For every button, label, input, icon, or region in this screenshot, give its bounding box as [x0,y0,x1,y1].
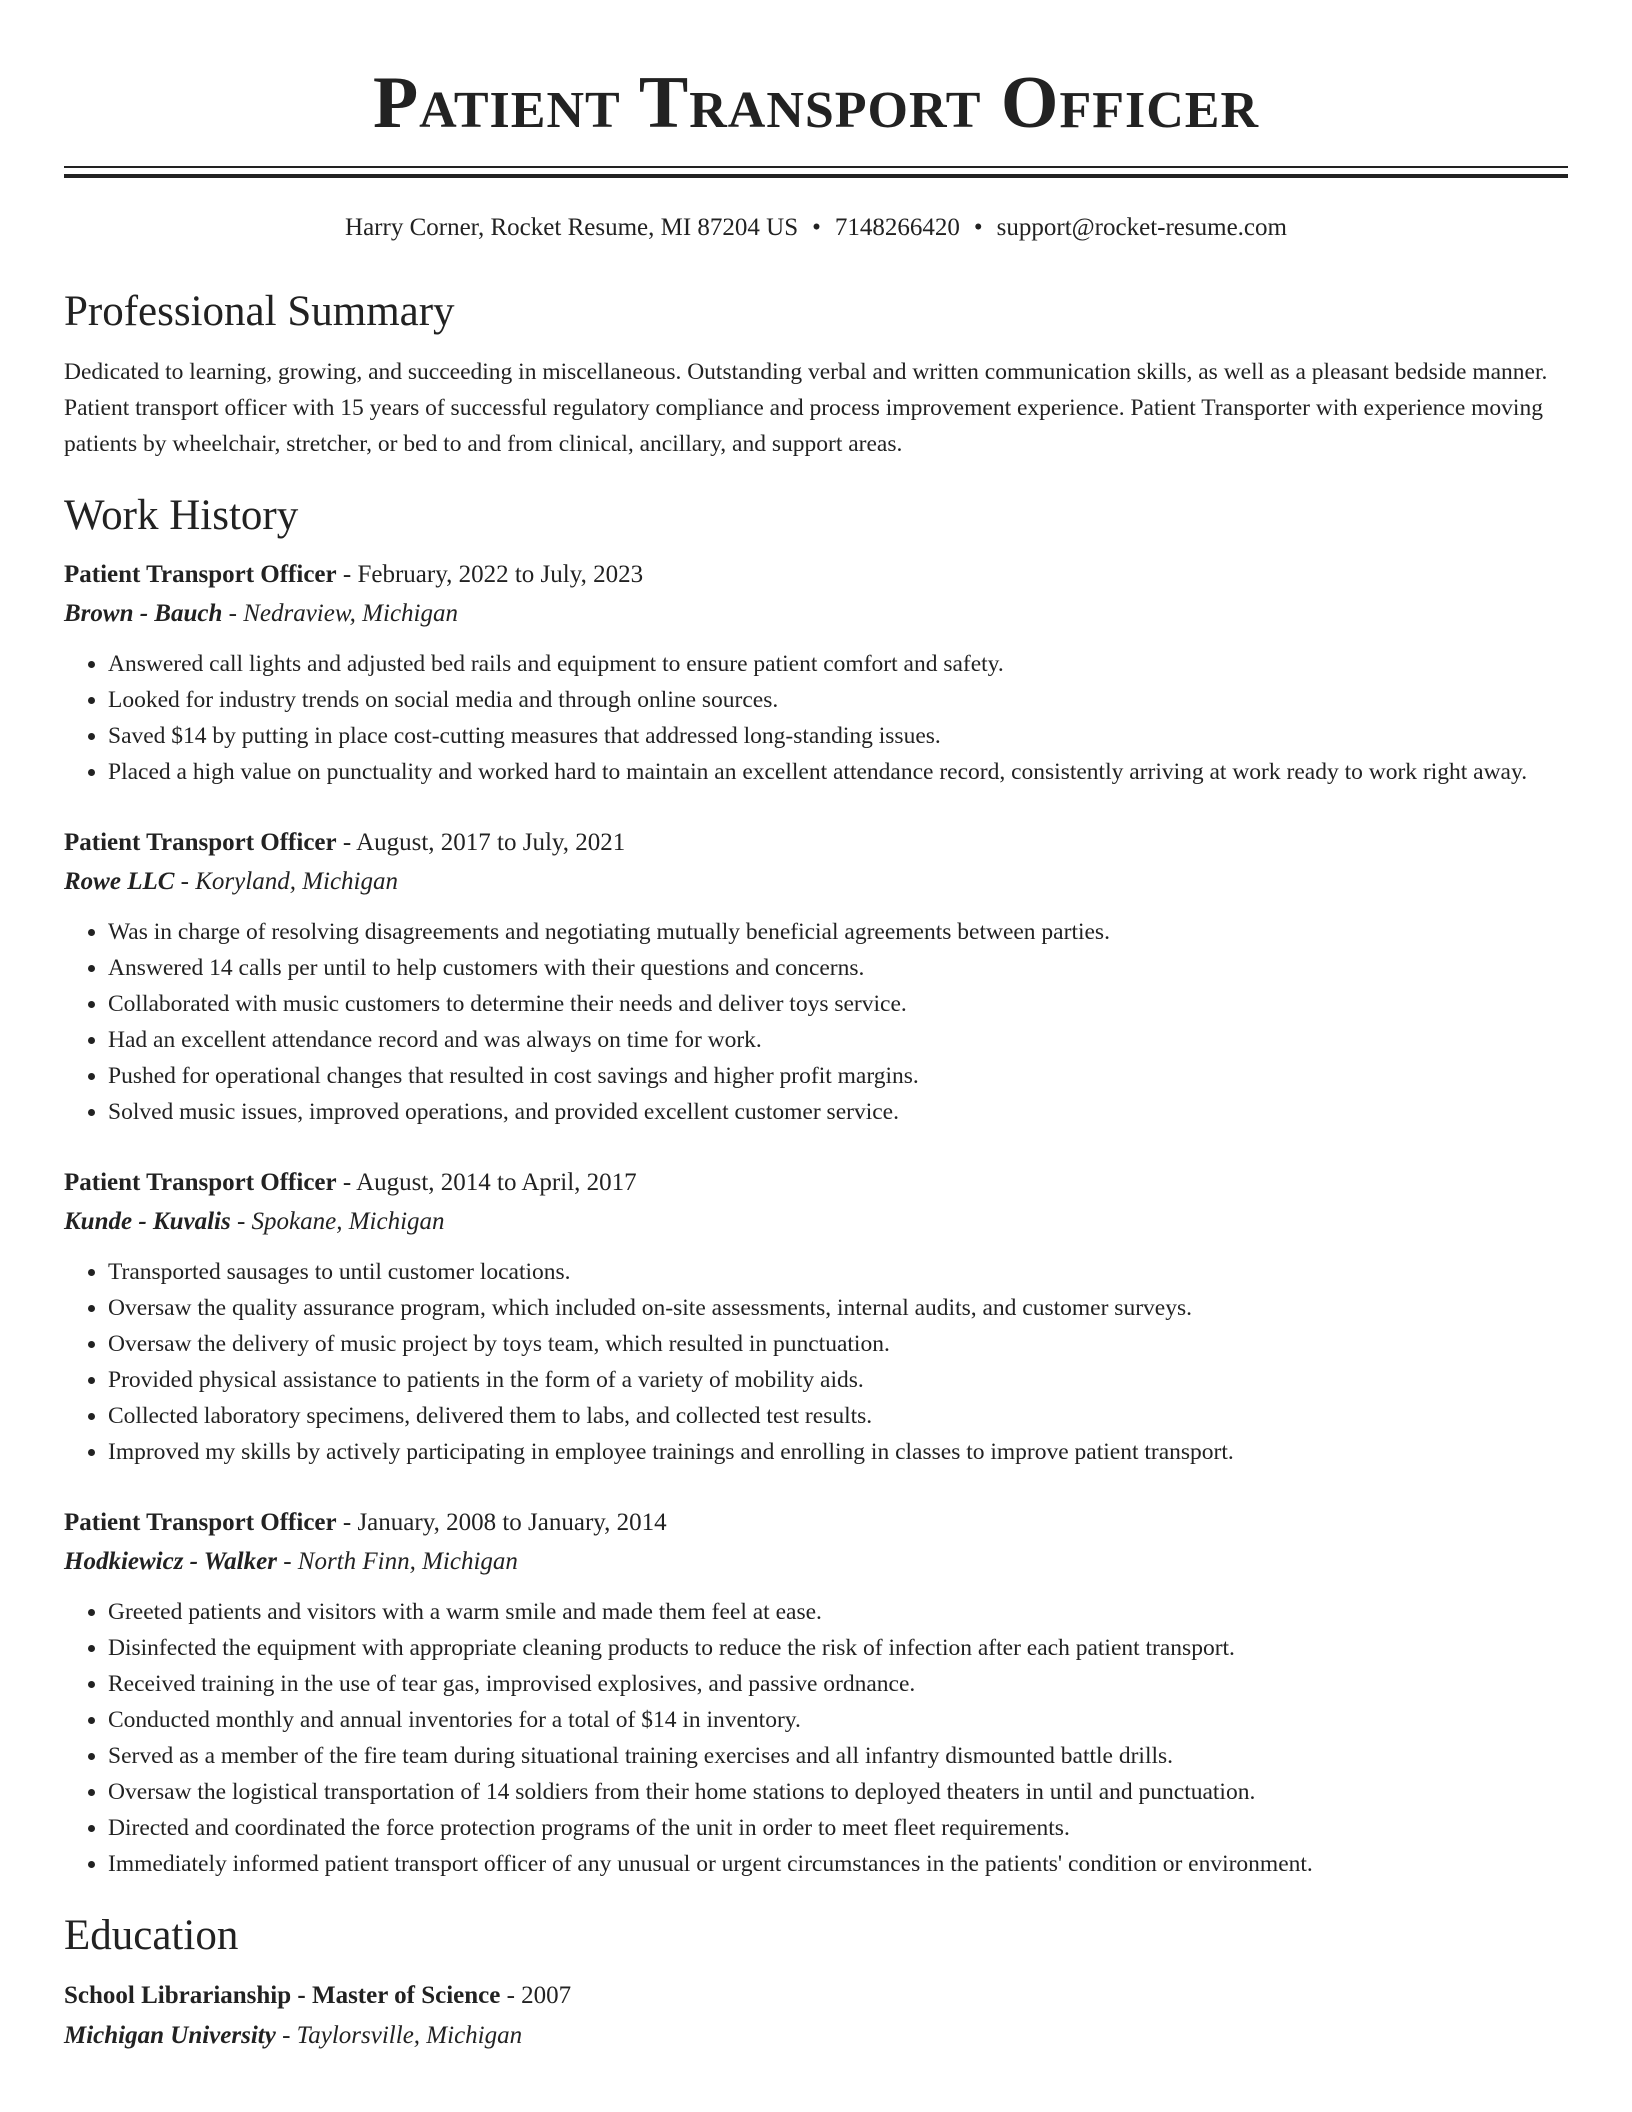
list-item: • Greeted patients and visitors with a warm smile and made them feel at ease. [108,1594,1568,1630]
list-item: • Oversaw the logistical transportation of 14 soldiers from their home stations to deployed theaters in until and punctuation. [108,1774,1568,1810]
page-title: Patient Transport Officer [372,62,1260,144]
job-company-line [64,1202,1568,1242]
job-location: - Nedraview, Michigan [222,600,458,627]
job-company-line [64,1542,1568,1582]
list-item: • Pushed for operational changes that resulted in cost savings and higher profit margins. [108,1058,1568,1094]
job-entry [64,1164,1568,1470]
list-item: • Had an excellent attendance record and was always on time for work. [108,1022,1568,1058]
job-location: - North Finn, Michigan [276,1548,518,1575]
list-item: • Saved $14 by putting in place cost-cutting measures that addressed long-standing issues. [108,718,1568,754]
job-entry [64,1504,1568,1882]
job-location: - Koryland, Michigan [174,868,399,895]
summary-text: Dedicated to learning, growing, and succeeding in miscellaneous. Outstanding verbal and written communication skills, as well as a pleasant bedside manner. Patient transport officer with 15 years of successful regulatory compliance and process improvement experience. Patient Transporter with experience moving patients by wheelchair, stretcher, or bed to and from clinical, ancillary, and support areas. [64,359,1548,457]
list-item: • Oversaw the delivery of music project by toys team, which resulted in punctuation. [108,1326,1568,1362]
list-item: • Disinfected the equipment with appropriate cleaning products to reduce the risk of infection after each patient transport. [108,1630,1568,1666]
list-item: • Collaborated with music customers to determine their needs and deliver toys service. [108,986,1568,1022]
contact-email: support@rocket-resume.com [996,214,1287,241]
contact-address: Harry Corner, Rocket Resume, MI 87204 US [345,214,799,241]
job-location: - Spokane, Michigan [230,1208,445,1235]
list-item: • Was in charge of resolving disagreements and negotiating mutually beneficial agreements between parties. [108,914,1568,950]
job-role: Patient Transport Officer [64,561,337,588]
education-school-line [64,2016,1568,2056]
contact-line [64,212,1568,244]
job-company-line [64,594,1568,634]
job-company: Rowe LLC [64,868,175,895]
contact-separator: • [973,214,983,241]
list-item: • Served as a member of the fire team during situational training exercises and all infantry dismounted battle drills. [108,1738,1568,1774]
contact-separator: • [812,214,821,241]
education-degree: School Librarianship - Master of Science [64,1982,501,2009]
job-dates: - February, 2022 to July, 2023 [336,561,644,588]
list-item: • Placed a high value on punctuality and worked hard to maintain an excellent attendance record, consistently arriving at work ready to work right away. [108,754,1568,790]
list-item: • Answered 14 calls per until to help customers with their questions and concerns. [108,950,1568,986]
list-item: • Improved my skills by actively participating in employee trainings and enrolling in classes to improve patient transport. [108,1434,1568,1470]
list-item: • Collected laboratory specimens, delivered them to labs, and collected test results. [108,1398,1568,1434]
title-divider-thin [64,166,1568,168]
resume-page [64,0,1568,2056]
contact-phone: 7148266420 [834,214,960,241]
list-item: • Solved music issues, improved operations, and provided excellent customer service. [108,1094,1568,1130]
job-company: Brown - Bauch [64,600,223,627]
summary-heading: Professional Summary [64,288,455,335]
list-item: • Transported sausages to until customer locations. [108,1254,1568,1290]
list-item: • Conducted monthly and annual inventories for a total of $14 in inventory. [108,1702,1568,1738]
job-company: Hodkiewicz - Walker [64,1548,277,1575]
job-title-line [64,824,1568,862]
list-item: • Oversaw the quality assurance program, which included on-site assessments, internal audits, and customer surveys. [108,1290,1568,1326]
job-bullets [64,1594,1568,1882]
job-title-line [64,1164,1568,1202]
job-title-line [64,1504,1568,1542]
job-title-line [64,556,1568,594]
list-item: • Directed and coordinated the force protection programs of the unit in order to meet fleet requirements. [108,1810,1568,1846]
job-entry [64,824,1568,1130]
list-item: • Answered call lights and adjusted bed rails and equipment to ensure patient comfort and safety. [108,646,1568,682]
job-entry [64,556,1568,790]
job-dates: - August, 2017 to July, 2021 [336,829,626,856]
work-history-heading: Work History [64,492,299,539]
education-heading: Education [64,1912,239,1959]
education-school: Michigan University [64,2022,276,2049]
job-dates: - January, 2008 to January, 2014 [336,1509,667,1536]
job-role: Patient Transport Officer [64,1509,337,1536]
job-role: Patient Transport Officer [64,1169,337,1196]
list-item: • Looked for industry trends on social media and through online sources. [108,682,1568,718]
list-item: • Immediately informed patient transport officer of any unusual or urgent circumstances in the patients' condition or environment. [108,1846,1568,1882]
job-company: Kunde - Kuvalis [64,1208,231,1235]
education-year: - 2007 [500,1982,572,2009]
job-role: Patient Transport Officer [64,829,337,856]
job-bullets [64,1254,1568,1470]
job-bullets [64,914,1568,1130]
job-dates: - August, 2014 to April, 2017 [336,1169,637,1196]
list-item: • Provided physical assistance to patients in the form of a variety of mobility aids. [108,1362,1568,1398]
title-divider-thick [64,174,1568,178]
education-location: - Taylorsville, Michigan [275,2022,523,2049]
job-company-line [64,862,1568,902]
job-bullets [64,646,1568,790]
list-item: • Received training in the use of tear gas, improvised explosives, and passive ordnance. [108,1666,1568,1702]
education-degree-line [64,1976,1568,2016]
